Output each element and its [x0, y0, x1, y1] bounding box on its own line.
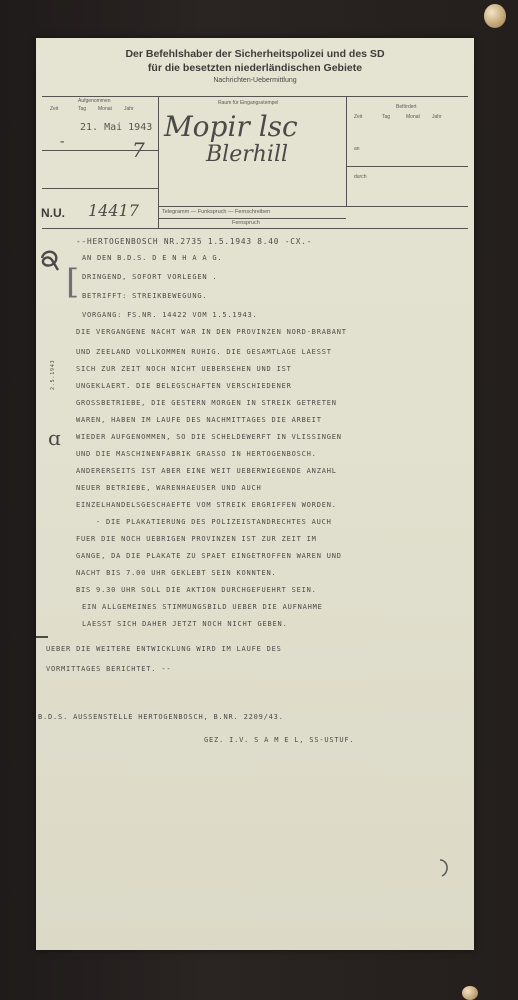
form-box-bottom-left	[42, 188, 158, 189]
body-line: NACHT BIS 7.00 UHR GEKLEBT SEIN KONNTEN.	[76, 569, 277, 577]
body-line: ANDERERSEITS IST ABER EINE WEIT UEBERWIEGENDE ANZAHL	[76, 467, 337, 475]
body-line: VORMITTAGES BERICHTET. --	[46, 665, 172, 673]
body-line: NEUER BETRIEBE, WARENHAEUSER UND AUCH	[76, 484, 262, 492]
margin-bracket: [	[66, 262, 80, 302]
form-box-bottom-right	[346, 206, 468, 207]
body-line: BIS 9.30 UHR SOLL DIE AKTION DURCHGEFUEHRT SEIN.	[76, 586, 317, 594]
form-top-rule	[42, 96, 468, 97]
nr-label: N.U.	[41, 206, 65, 220]
body-line: DIE VERGANGENE NACHT WAR IN DEN PROVINZEN NORD-BRABANT	[76, 328, 347, 336]
hand-scribble-mark	[36, 246, 66, 276]
right-row-durch: durch	[354, 174, 367, 180]
header-line-3: Nachrichten-Uebermittlung	[213, 77, 297, 84]
telegram-document	[36, 38, 474, 950]
body-line: UEBER DIE WEITERE ENTWICKLUNG WIRD IM LAUFE DES	[46, 645, 282, 653]
margin-note: 2.5.1943	[50, 359, 56, 390]
header-line-1: Der Befehlshaber der Sicherheitspolizei und des SD	[125, 48, 385, 60]
body-line: VORGANG: FS.NR. 14422 VOM 1.5.1943.	[82, 311, 258, 319]
pin-bottom-right	[462, 986, 478, 1000]
left-col-jahr: Jahr	[124, 106, 134, 112]
right-row-an: an	[354, 146, 360, 152]
left-col-tag: Tag	[78, 106, 87, 112]
body-line: GEZ. I.V. S A M E L, SS-USTUF.	[204, 736, 355, 744]
body-line: EINZELHANDELSGESCHAEFTE VOM STREIK ERGRIFFEN WORDEN.	[76, 501, 337, 509]
body-line: - DIE PLAKATIERUNG DES POLIZEISTANDRECHTES AUCH	[96, 518, 332, 526]
body-line: WAREN, HABEN IM LAUFE DES NACHMITTAGES DIE ARBEIT	[76, 416, 322, 424]
middle-box-title: Raum für Eingangsstempel	[218, 100, 279, 106]
form-divider-1	[158, 96, 159, 228]
body-line: FUER DIE NOCH UEBRIGEN PROVINZEN IST ZUR ZEIT IM	[76, 535, 317, 543]
pin-top-right	[484, 4, 506, 28]
left-box-title: Aufgenommen	[78, 98, 111, 104]
received-date-stamp: 21. Mai 1943	[80, 122, 153, 133]
punch-hole-mark	[434, 856, 454, 880]
rule-margin-mark	[36, 634, 50, 640]
right-col-tag: Tag	[382, 114, 391, 120]
body-line: UND ZEELAND VOLLKOMMEN RUHIG. DIE GESAMTLAGE LAESST	[76, 348, 332, 356]
form-box-bottom-middle	[158, 206, 346, 207]
body-line: AN DEN B.D.S. D E N H A A G.	[82, 254, 223, 262]
body-line: BETRIFFT: STREIKBEWEGUNG.	[82, 292, 208, 300]
body-line: --HERTOGENBOSCH NR.2735 1.5.1943 8.40 -CX.-	[76, 237, 313, 246]
left-col-monat: Monat	[98, 106, 112, 112]
body-line: LAESST SICH DAHER JETZT NOCH NICHT GEBEN.	[82, 620, 288, 628]
body-line: UNGEKLAERT. DIE BELEGSCHAFTEN VERSCHIEDENER	[76, 382, 292, 390]
form-mid-rule-right	[346, 166, 468, 167]
body-line: DRINGEND, SOFORT VORLEGEN .	[82, 273, 218, 281]
received-number: 7	[132, 138, 145, 162]
nr-value: 14417	[88, 201, 139, 220]
transmission-extra: Fernspruch	[232, 220, 260, 226]
handwriting-signature: Blerhill	[206, 142, 289, 167]
right-col-zeit: Zeit	[354, 114, 363, 120]
body-line: EIN ALLGEMEINES STIMMUNGSBILD UEBER DIE AUFNAHME	[82, 603, 323, 611]
body-line: B.D.S. AUSSENSTELLE HERTOGENBOSCH, B.NR. 2209/43.	[38, 713, 284, 721]
form-divider-2	[346, 96, 347, 206]
body-line: GANGE, DA DIE PLAKATE ZU SPAET EINGETROFFEN WAREN UND	[76, 552, 342, 560]
body-line: SICH ZUR ZEIT NOCH NICHT UEBERSEHEN UND IST	[76, 365, 292, 373]
handwriting-top: Mopir lsc	[164, 110, 298, 143]
form-bottom-rule	[42, 228, 468, 229]
left-col-zeit: Zeit	[50, 106, 59, 112]
body-line: WIEDER AUFGENOMMEN, SO DIE SCHELDEWERFT IN VLISSINGEN	[76, 433, 342, 441]
header-line-2: für die besetzten niederländischen Gebiete	[147, 62, 363, 74]
body-line: UND DIE MASCHINENFABRIK GRASSO IN HERTOGENBOSCH.	[76, 450, 317, 458]
handwritten-mark: ɑ	[48, 426, 61, 450]
right-box-title: Befördert	[396, 104, 417, 110]
transmission-types: Telegramm — Funkspruch — Fernschreiben	[162, 209, 271, 215]
body-line: GROSSBETRIEBE, DIE GESTERN MORGEN IN STREIK GETRETEN	[76, 399, 337, 407]
received-dash: -	[58, 134, 67, 150]
right-col-monat: Monat	[406, 114, 420, 120]
form-inner-rule	[158, 218, 346, 219]
right-col-jahr: Jahr	[432, 114, 442, 120]
